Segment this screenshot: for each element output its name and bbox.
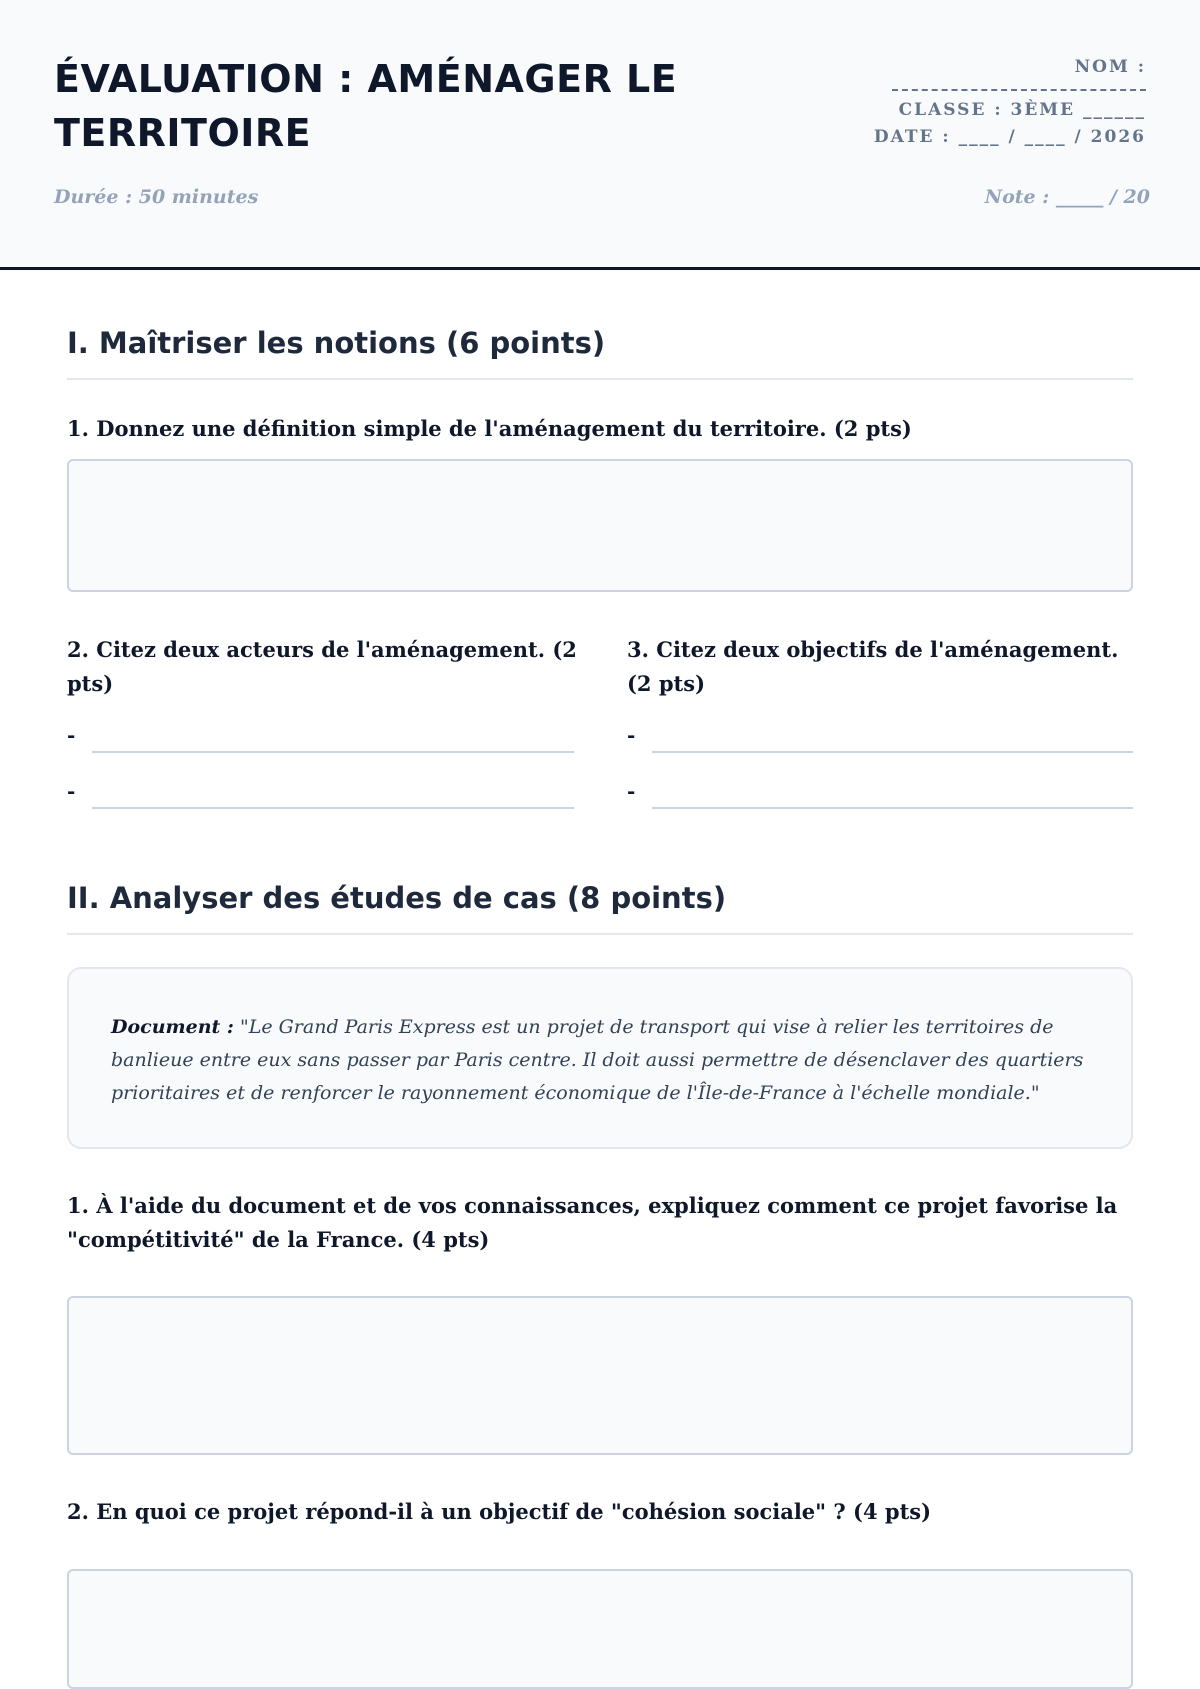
question-2-2: 2. En quoi ce projet répond-il à un objectif de "cohésion sociale" ? (4 pts) xyxy=(67,1499,932,1524)
nom-label: NOM : xyxy=(1074,57,1146,77)
section-2-title: II. Analyser des études de cas (8 points) xyxy=(67,881,1133,935)
answer-box-1-1[interactable] xyxy=(67,459,1133,592)
answer-line-1-2-b[interactable] xyxy=(67,779,574,809)
answer-rule xyxy=(92,807,574,809)
question-2-1: 1. À l'aide du document et de vos connaissances, expliquez comment ce projet favorise la "compétitivité" de la France. (4 pts) xyxy=(67,1193,1118,1252)
answer-line-1-2-a[interactable] xyxy=(67,723,574,753)
answer-rule xyxy=(92,751,574,753)
answer-line-1-3-b[interactable] xyxy=(627,779,1133,809)
date-field: DATE : ____ / ____ / 2026 xyxy=(873,127,1146,147)
exam-header xyxy=(0,0,1200,270)
duree-label: Durée : 50 minutes xyxy=(54,186,259,208)
classe-field: CLASSE : 3ÈME ______ xyxy=(898,100,1146,120)
document-excerpt xyxy=(67,967,1133,1149)
student-info xyxy=(874,54,1146,151)
note-label: Note : _____ / 20 xyxy=(984,186,1150,208)
bullet-dash: - xyxy=(627,723,636,747)
page-title: ÉVALUATION : AMÉNAGER LE TERRITOIRE xyxy=(54,57,678,155)
question-1-3: 3. Citez deux objectifs de l'aménagement. (2 pts) xyxy=(627,637,1119,696)
bullet-dash: - xyxy=(627,779,636,803)
nom-line xyxy=(892,81,1146,91)
question-1-2: 2. Citez deux acteurs de l'aménagement. (2 pts) xyxy=(67,637,577,696)
answer-rule xyxy=(652,751,1133,753)
answer-box-2-2[interactable] xyxy=(67,1569,1133,1689)
document-label: Document : xyxy=(111,1016,234,1038)
bullet-dash: - xyxy=(67,723,76,747)
answer-rule xyxy=(652,807,1133,809)
question-1-1: 1. Donnez une définition simple de l'aménagement du territoire. (2 pts) xyxy=(67,416,912,441)
document-text: "Le Grand Paris Express est un projet de transport qui vise à relier les territoires de banlieue entre eux sans passer par Paris centre. Il doit aussi permettre de désenclaver des quartiers prioritaires et de renforcer le rayonnement économique de l'Île-de-France à l'échelle mondiale." xyxy=(111,1016,1084,1104)
answer-box-2-1[interactable] xyxy=(67,1296,1133,1455)
section-1-title: I. Maîtriser les notions (6 points) xyxy=(67,326,1133,380)
answer-line-1-3-a[interactable] xyxy=(627,723,1133,753)
bullet-dash: - xyxy=(67,779,76,803)
